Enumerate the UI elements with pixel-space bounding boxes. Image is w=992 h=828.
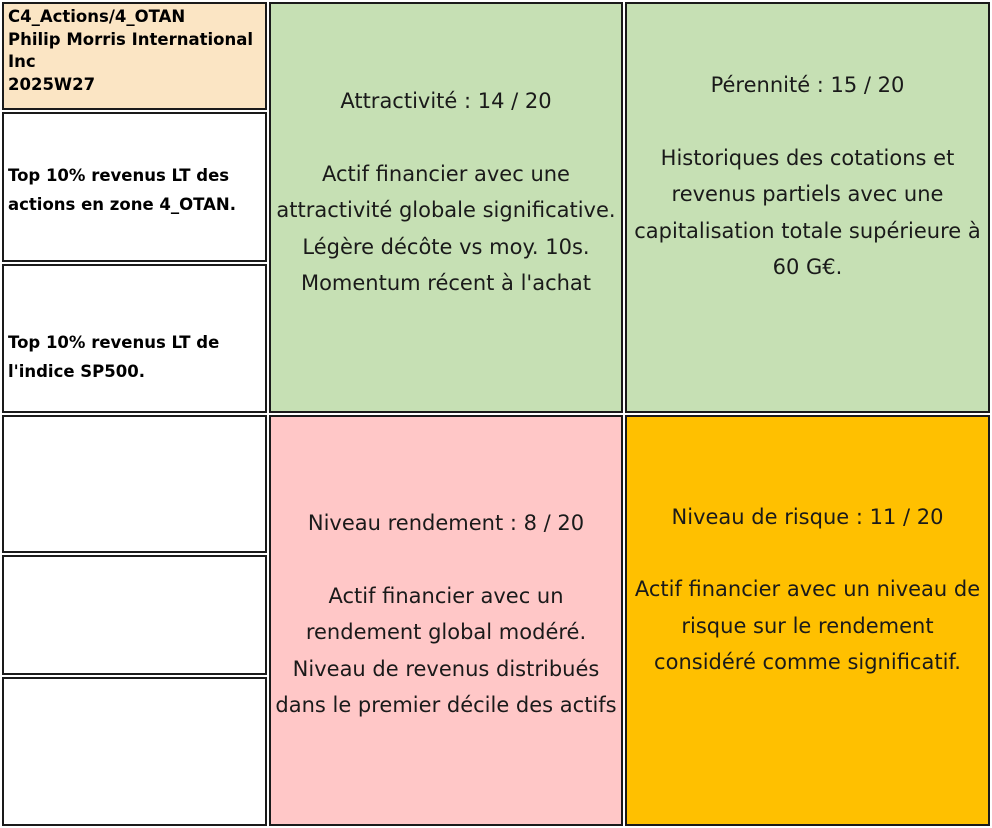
attractivite-description: Actif financier avec une attractivité globale significative. Légère décôte vs moy. 10s. Momentum récent à l'achat	[276, 161, 616, 296]
empty-cell	[2, 555, 267, 675]
risque-score: Niveau de risque : 11 / 20	[671, 504, 944, 529]
note-top10-index-text: Top 10% revenus LT de l'indice SP500.	[8, 332, 220, 381]
rendement-score: Niveau rendement : 8 / 20	[307, 511, 585, 536]
perennite-score: Pérennité : 15 / 20	[710, 73, 905, 98]
empty-cell	[2, 677, 267, 826]
rendement-description: Actif financier avec un rendement global modéré. Niveau de revenus distribués dans le premier décile des actifs	[275, 583, 617, 718]
note-top10-index	[2, 264, 267, 413]
asset-category: C4_Actions/4_OTAN	[8, 7, 186, 26]
empty-cell	[2, 415, 267, 553]
asset-name: Philip Morris International	[8, 29, 254, 49]
attractivite-score: Attractivité : 14 / 20	[340, 89, 552, 114]
perennite-description: Historiques des cotations et revenus partiels avec une capitalisation totale supérieure à 60 G€.	[634, 145, 981, 280]
quadrant-risque	[625, 415, 990, 826]
asset-week: 2025W27	[8, 74, 96, 94]
note-top10-zone	[2, 112, 267, 262]
note-top10-zone-text: Top 10% revenus LT des actions en zone 4_OTAN.	[8, 166, 236, 214]
risque-description: Actif financier avec un niveau de risque sur le rendement considéré comme significatif.	[634, 577, 981, 674]
asset-header	[2, 2, 267, 110]
quadrant-perennite	[625, 2, 990, 413]
quadrant-attractivite	[269, 2, 623, 413]
asset-name-suffix: Inc	[8, 52, 36, 71]
quadrant-rendement	[269, 415, 623, 826]
